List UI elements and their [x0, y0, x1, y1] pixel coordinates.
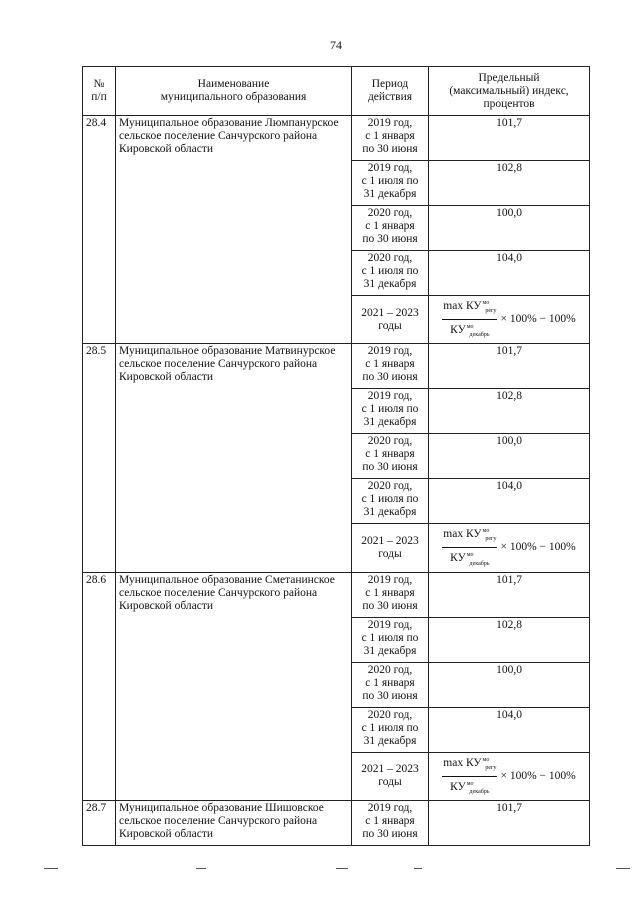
period-cell: 2019 год, с 1 июля по 31 декабря — [352, 161, 429, 206]
formula-numerator: $\max КУ^{мо}_{регу}$ — [442, 754, 497, 777]
period-cell: 2020 год, с 1 января по 30 июня — [352, 434, 429, 479]
table-row — [83, 572, 590, 617]
header-period: Период действия — [352, 67, 429, 116]
period-cell: 2019 год, с 1 января по 30 июня — [352, 344, 429, 389]
period-cell: 2021 – 2023 годы — [352, 296, 429, 344]
row-number: 28.5 — [83, 344, 116, 572]
formula-denominator: $КУ^{мо}_{декабрь}$ — [450, 780, 490, 795]
period-cell: 2020 год, с 1 июля по 31 декабря — [352, 251, 429, 296]
formula-fraction — [442, 525, 497, 570]
formula-denominator: $КУ^{мо}_{декабрь}$ — [450, 323, 490, 339]
period-cell: 2019 год, с 1 января по 30 июня — [352, 572, 429, 617]
formula-numerator: $\max КУ^{мо}_{регу}$ — [442, 297, 497, 320]
header-name: Наименование муниципального образования — [116, 67, 352, 116]
table-row — [83, 800, 590, 845]
table-row — [83, 344, 590, 389]
table-body — [83, 116, 590, 846]
formula-denominator: $КУ^{мо}_{декабрь}$ — [450, 552, 490, 567]
municipality-name: Муниципальное образование Люмпанурское сельское поселение Санчурского района Кировской области — [116, 116, 352, 344]
index-formula — [432, 525, 586, 570]
index-formula-cell — [429, 296, 590, 344]
municipality-name: Муниципальное образование Шишовское сельское поселение Санчурского района Кировской области — [116, 800, 352, 845]
index-cell: 101,7 — [429, 572, 590, 617]
index-formula-cell — [429, 524, 590, 572]
header-row — [83, 67, 590, 116]
index-cell: 101,7 — [429, 344, 590, 389]
index-formula — [432, 297, 586, 342]
index-cell: 104,0 — [429, 707, 590, 752]
row-number: 28.6 — [83, 572, 116, 800]
index-formula — [432, 754, 586, 799]
index-cell: 102,8 — [429, 617, 590, 662]
municipality-name: Муниципальное образование Матвинурское сельское поселение Санчурского района Кировской области — [116, 344, 352, 572]
period-cell: 2021 – 2023 годы — [352, 752, 429, 800]
index-cell: 102,8 — [429, 161, 590, 206]
index-cell: 100,0 — [429, 434, 590, 479]
formula-tail: × 100% − 100% — [500, 769, 576, 782]
tariff-index-table — [82, 66, 590, 846]
formula-tail: × 100% − 100% — [500, 313, 576, 326]
period-cell: 2019 год, с 1 января по 30 июня — [352, 800, 429, 845]
table-row — [83, 116, 590, 161]
row-number: 28.7 — [83, 800, 116, 845]
index-formula-cell — [429, 752, 590, 800]
formula-tail: × 100% − 100% — [500, 541, 576, 554]
index-cell: 102,8 — [429, 389, 590, 434]
header-index: Предельный (максимальный) индекс, процентов — [429, 67, 590, 116]
period-cell: 2019 год, с 1 июля по 31 декабря — [352, 389, 429, 434]
period-cell: 2020 год, с 1 января по 30 июня — [352, 662, 429, 707]
period-cell: 2020 год, с 1 июля по 31 декабря — [352, 707, 429, 752]
header-num: № п/п — [83, 67, 116, 116]
formula-numerator: $\max КУ^{мо}_{регу}$ — [442, 525, 497, 548]
formula-fraction — [442, 754, 497, 799]
period-cell: 2019 год, с 1 января по 30 июня — [352, 116, 429, 161]
page-number: 74 — [330, 38, 342, 52]
index-cell: 104,0 — [429, 479, 590, 524]
period-cell: 2020 год, с 1 июля по 31 декабря — [352, 479, 429, 524]
row-number: 28.4 — [83, 116, 116, 344]
period-cell: 2020 год, с 1 января по 30 июня — [352, 206, 429, 251]
formula-fraction — [442, 297, 497, 342]
period-cell: 2019 год, с 1 июля по 31 декабря — [352, 617, 429, 662]
index-cell: 104,0 — [429, 251, 590, 296]
index-cell: 100,0 — [429, 206, 590, 251]
table-header — [83, 67, 590, 116]
period-cell: 2021 – 2023 годы — [352, 524, 429, 572]
index-cell: 100,0 — [429, 662, 590, 707]
municipality-name: Муниципальное образование Сметанинское сельское поселение Санчурского района Кировской области — [116, 572, 352, 800]
index-cell: 101,7 — [429, 116, 590, 161]
index-cell: 101,7 — [429, 800, 590, 845]
scan-marks — [0, 868, 640, 888]
